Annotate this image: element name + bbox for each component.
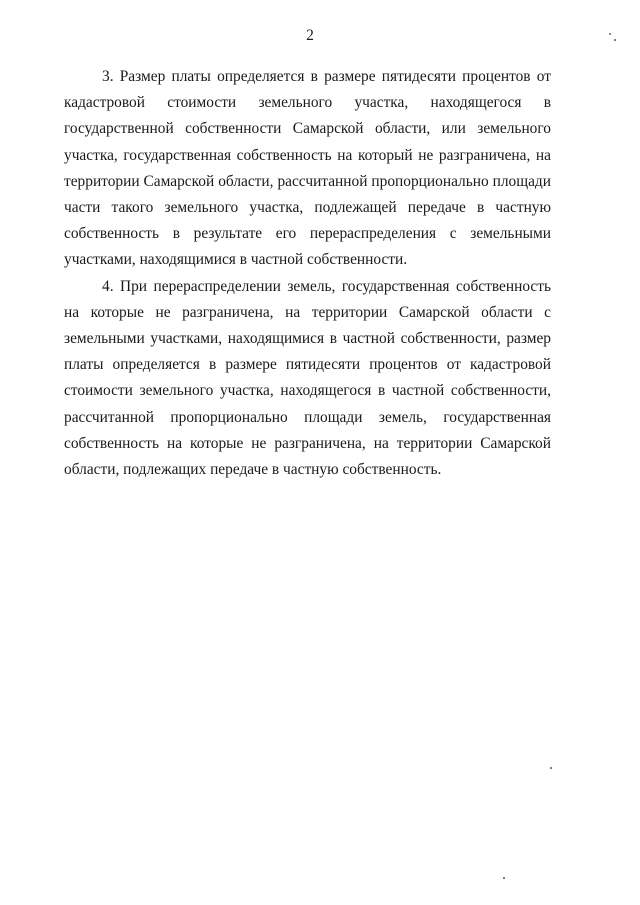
scan-speck — [614, 39, 616, 41]
paragraph-4: 4. При перераспределении земель, государственная собственность на которые не разграничена, на территории Самарской области с земельными участками, находящимися в частной собственности, размер платы определяется в размере пятидесяти процентов от кадастровой стоимости земельного участка, находящегося в частной собственности, рассчитанной пропорционально площади земель, государственная собственность на которые не разграничена, на территории Самарской области, подлежащих передаче в частную собственность. — [64, 277, 551, 479]
scan-speck — [609, 33, 611, 35]
paragraph-3: 3. Размер платы определяется в размере пятидесяти процентов от кадастровой стоимости земельного участка, находящегося в государственной собственности Самарской области, или земельного участка, государственная собственность на который не разграничена, на территории Самарской области, рассчитанной пропорционально площади части такого земельного участка, подлежащей передаче в частную собственность в результате его перераспределения с земельными участками, находящимися в частной собственности. — [64, 68, 551, 269]
page-number: 2 — [306, 27, 314, 44]
scan-speck — [503, 877, 505, 879]
scan-speck — [550, 767, 552, 769]
document-body — [64, 64, 551, 483]
